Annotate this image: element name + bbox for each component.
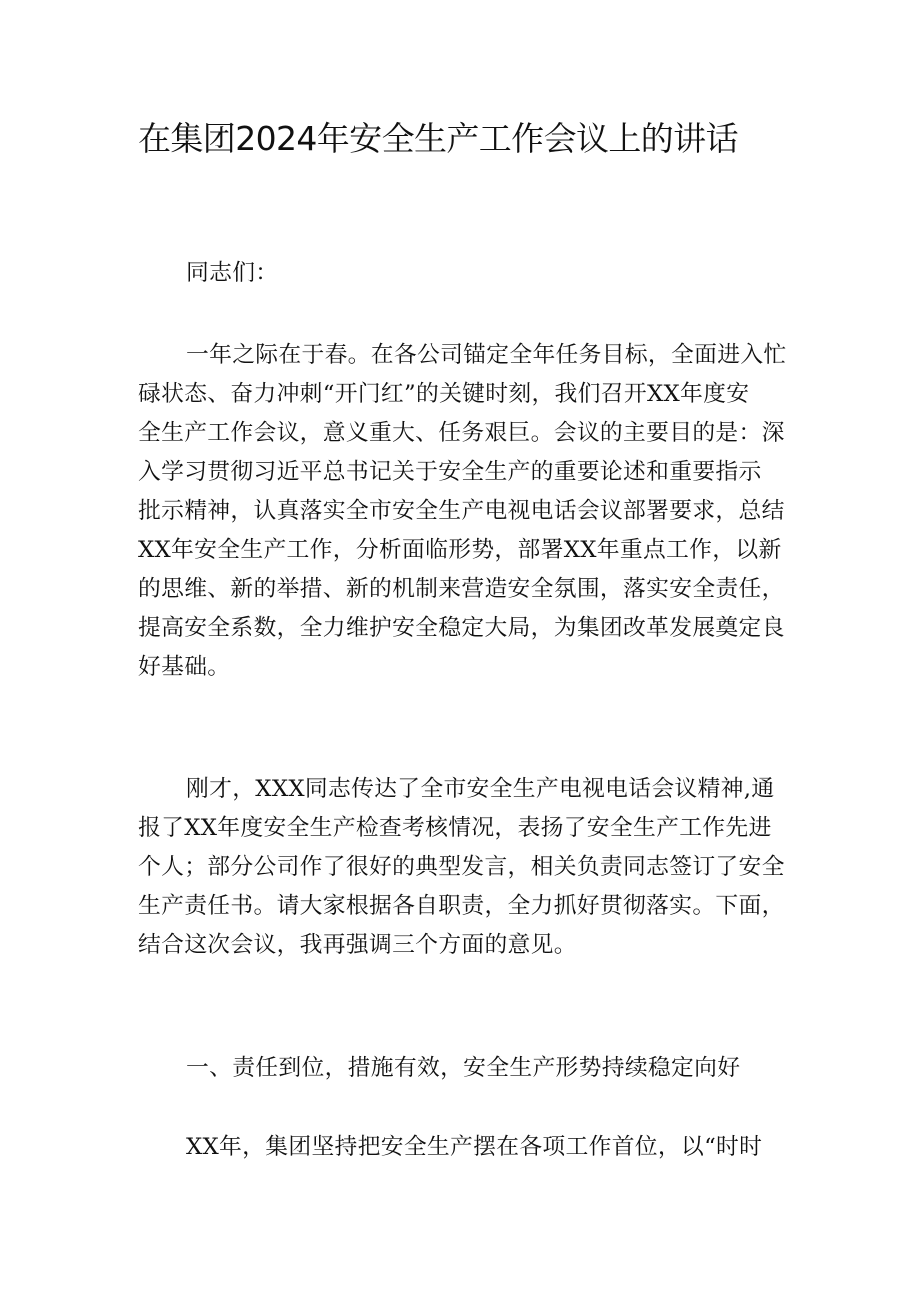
- paragraph-line: 生产责任书。请大家根据各自职责，全力抓好贯彻落实。下面，: [138, 893, 785, 919]
- greeting-paragraph: [138, 254, 798, 293]
- paragraph-line: XX年安全生产工作，分析面临形势，部署XX年重点工作，以新: [138, 537, 782, 563]
- paragraph-line: 全生产工作会议，意义重大、任务艰巨。会议的主要目的是：深: [138, 420, 785, 446]
- paragraph-line: 结合这次会议，我再强调三个方面的意见。: [138, 932, 577, 958]
- paragraph-line: 个人；部分公司作了很好的典型发言，相关负责同志签订了安全: [138, 854, 785, 880]
- paragraph-3: [138, 1128, 798, 1167]
- greeting-text: 同志们：: [186, 260, 279, 286]
- paragraph-line: 入学习贯彻习近平总书记关于安全生产的重要论述和重要指示: [138, 459, 762, 485]
- paragraph-line: 一年之际在于春。在各公司锚定全年任务目标，全面进入忙: [186, 342, 787, 368]
- paragraph-line: 碌状态、奋力冲刺“开门红”的关键时刻，我们召开XX年度安: [138, 381, 750, 407]
- paragraph-line: 提高安全系数，全力维护安全稳定大局，为集团改革发展奠定良: [138, 615, 785, 641]
- paragraph-line: 好基础。: [138, 654, 231, 680]
- paragraph-line: XX年，集团坚持把安全生产摆在各项工作首位，以“时时: [186, 1134, 763, 1160]
- section-heading-1: [138, 1049, 798, 1088]
- section-heading-text: 一、责任到位，措施有效，安全生产形势持续稳定向好: [186, 1055, 741, 1081]
- document-title: 在集团2024年安全生产工作会议上的讲话: [138, 119, 738, 158]
- paragraph-line: 批示精神，认真落实全市安全生产电视电话会议部署要求，总结: [138, 498, 785, 524]
- paragraph-line: 的思维、新的举措、新的机制来营造安全氛围，落实安全责任，: [138, 576, 785, 602]
- paragraph-2: [138, 770, 798, 965]
- paragraph-line: 刚才，XXX同志传达了全市安全生产电视电话会议精神,通: [186, 776, 775, 802]
- paragraph-1: [138, 336, 798, 687]
- paragraph-line: 报了XX年度安全生产检查考核情况，表扬了安全生产工作先进: [138, 815, 772, 841]
